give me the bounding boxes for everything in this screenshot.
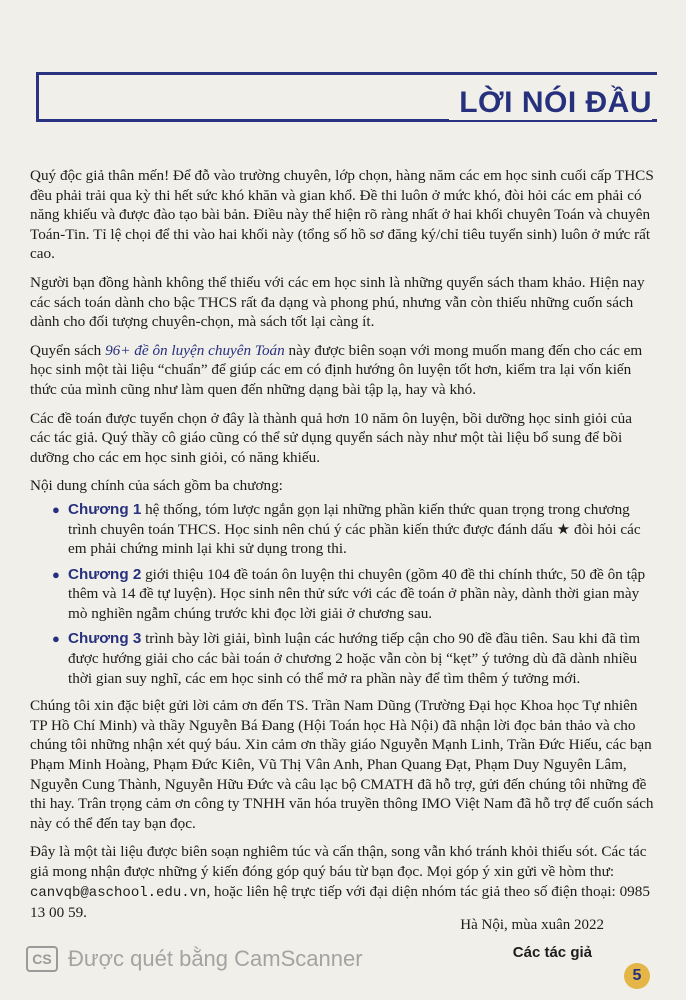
scanner-watermark: Được quét bằng CamScanner — [68, 946, 363, 971]
paragraph-intro: Quý độc giả thân mến! Để đỗ vào trường chuyên, lớp chọn, hàng năm các em học sinh cuối cấp THCS đều phải trải qua kỳ thi hết sức khó khăn và gian khổ. Đề thi luôn ở mức khó, đòi hỏi các em phải có năng khiếu và được đào tạo bài bản. Điều này thể hiện rõ ràng nhất ở hai khối chuyên Toán và chuyên Toán-Tin. Tỉ lệ chọi để thi vào hai khối này (tổng số hồ sơ đăng ký/chỉ tiêu tuyển sinh) luôn ở mức rất cao. — [30, 167, 654, 263]
text-segment: , hoặc liên hệ trực tiếp với đại diện nhóm tác giả theo số điện thoại: 0985 13 00 59. — [30, 882, 650, 922]
bullet-icon: ● — [52, 566, 60, 582]
chapter-name: Chương 1 — [68, 500, 142, 518]
chapter-name: Chương 2 — [68, 565, 142, 583]
paragraph-reference-books: Người bạn đồng hành không thể thiếu với các em học sinh là những quyển sách tham khảo. Hiện nay các sách toán dành cho bậc THCS rất đa dạng và phong phú, nhưng vẫn còn thiếu những cuốn sách dành cho đối tượng chuyên-chọn, mà sách tốt lại càng ít. — [30, 273, 645, 331]
chapter-item — [30, 629, 655, 688]
bullet-icon: ● — [52, 631, 60, 647]
place-date: Hà Nội, mùa xuân 2022 — [460, 917, 604, 933]
chapter-list — [30, 500, 655, 688]
chapter-name: Chương 3 — [68, 630, 142, 648]
text-segment: này được biên soạn với mong muốn mang đến cho các em học sinh một tài liệu “chuẩn” để giúp các em có định hướng ôn luyện tốt hơn, kiểm tra lại vốn kiến thức của mình cũng như làm quen đến những dạng bài tập lạ, hay và khó. — [30, 341, 643, 398]
paragraph-feedback — [30, 842, 655, 922]
page-title: LỜI NÓI ĐẦU — [449, 86, 652, 120]
chapter-item — [30, 500, 655, 559]
book-title: 96+ đề ôn luyện chuyên Toán — [105, 341, 285, 359]
bullet-icon: ● — [52, 501, 60, 517]
text-segment: Đây là một tài liệu được biên soạn nghiêm túc và cẩn thận, song vẫn khó tránh khỏi thiếu sót. Các tác giả mong nhận được những ý kiến đóng góp quý báu từ bạn đọc. Mọi góp ý xin gửi về hòm thư: — [30, 843, 647, 880]
contact-email: canvqb@aschool.edu.vn — [30, 884, 207, 901]
chapter-description: hệ thống, tóm lược ngắn gọn lại những phần kiến thức quan trọng trong chương trình chuyên toán THCS. Học sinh nên chú ý các phần kiến thức được đánh dấu ★ đòi hỏi các em phải chứng minh lại khi sử dụng trong thi. — [68, 500, 641, 558]
camscanner-logo-icon: CS — [26, 946, 58, 972]
text-segment: Quyển sách — [30, 341, 106, 359]
authors-signature: Các tác giả — [512, 944, 592, 961]
chapter-item — [30, 565, 655, 624]
page-number: 5 — [624, 963, 650, 989]
chapter-description: trình bày lời giải, bình luận các hướng tiếp cận cho 90 đề đầu tiên. Sau khi đã tìm được hướng giải cho các bài toán ở chương 2 hoặc vẫn còn bị “kẹt” ý tưởng dù đã dành nhiều thời gian suy nghĩ, các em học sinh có thể mở ra phần này để tìm thêm ý tưởng mới. — [68, 630, 641, 687]
paragraph-problem-source: Các đề toán được tuyển chọn ở đây là thành quả hơn 10 năm ôn luyện, bồi dưỡng học sinh giỏi của các tác giả. Quý thầy cô giáo cũng có thể sử dụng quyển sách này như một tài liệu bổ sung để bồi dưỡng cho các em học sinh giỏi, có năng khiếu. — [30, 409, 632, 466]
paragraph-contents-intro: Nội dung chính của sách gồm ba chương: — [30, 477, 283, 495]
chapter-description: giới thiệu 104 đề toán ôn luyện thi chuyên (gồm 40 đề thi chính thức, 50 đề ôn tập thêm và 14 đề tự luyện). Học sinh nên thử sức với các đề toán ở phần này, dành thời gian mày mò nghiền ngẫm chúng trước khi đọc lời giải ở chương sau. — [68, 565, 646, 622]
paragraph-acknowledgements: Chúng tôi xin đặc biệt gửi lời cảm ơn đến TS. Trần Nam Dũng (Trường Đại học Khoa học Tự nhiên TP Hồ Chí Minh) và thầy Nguyễn Bá Đang (Hội Toán học Hà Nội) đã nhận lời đọc bản thảo và cho chúng tôi những nhận xét quý báu. Xin cảm ơn thầy giáo Nguyễn Mạnh Linh, Trần Đức Hiếu, các bạn Phạm Minh Hoàng, Phạm Đức Kiên, Vũ Thị Vân Anh, Phan Quang Đạt, Phạm Duy Nguyên Lâm, Nguyễn Cung Thành, Nguyễn Hữu Đức và câu lạc bộ CMATH đã hỗ trợ, gửi đến chúng tôi những đề thi hay. Trân trọng cảm ơn công ty TNHH văn hóa truyền thông IMO Việt Nam đã hỗ trợ để cuốn sách này có thể đến tay bạn đọc. — [30, 697, 654, 832]
paragraph-book-purpose — [30, 341, 655, 400]
page-body — [30, 166, 655, 932]
